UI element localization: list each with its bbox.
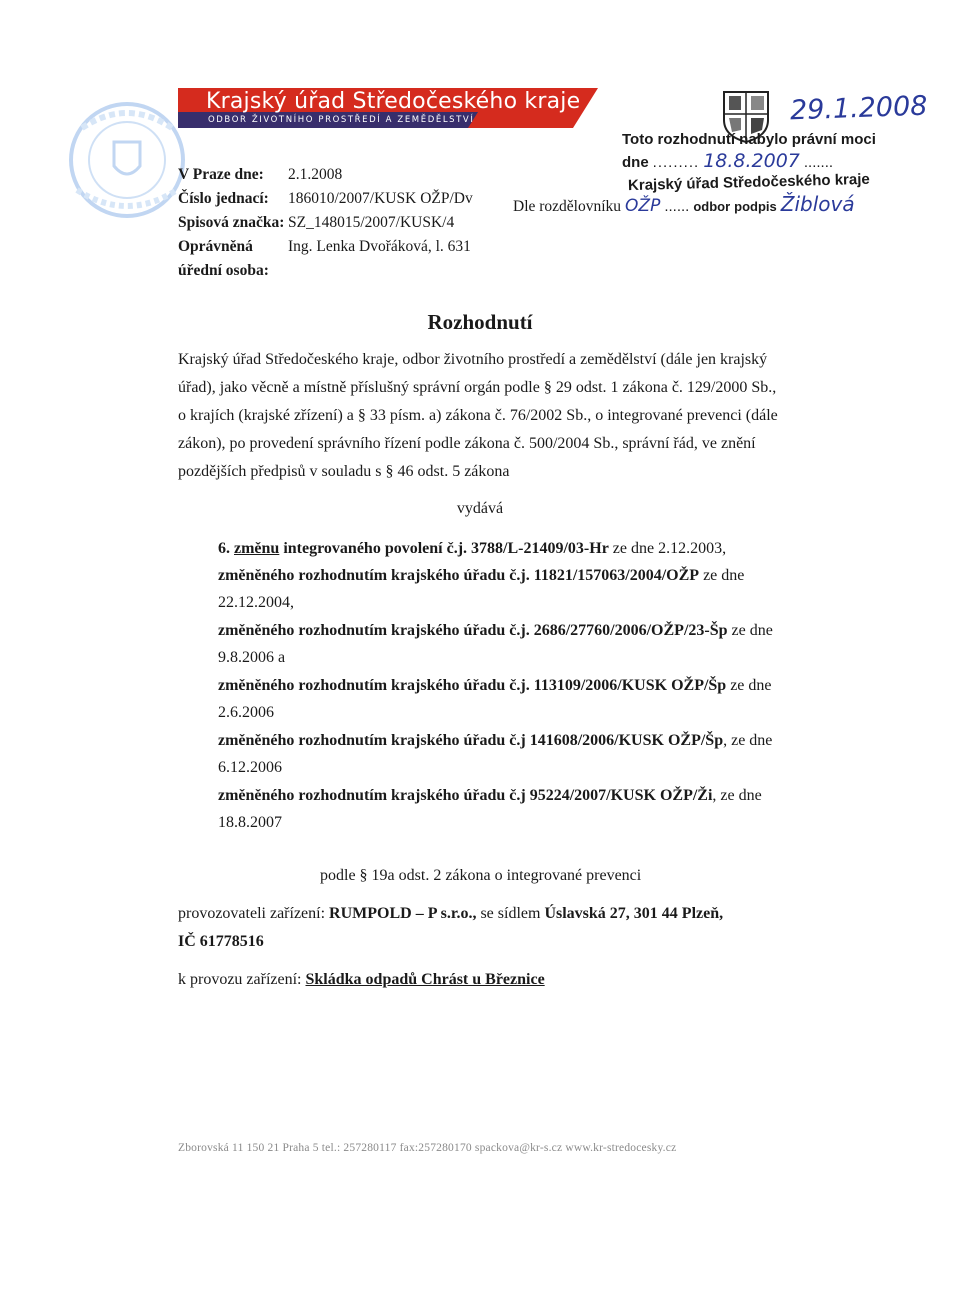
page-title: Rozhodnutí (427, 310, 533, 334)
change-date: 18.8.2007 (218, 814, 282, 831)
meta-value-date: 2.1.2008 (288, 166, 343, 183)
change-ze-dne: ze dne (727, 622, 773, 639)
change-ze-dne: ze dne (726, 677, 772, 694)
change-first-date: ze dne 2.12.2003, (608, 540, 727, 557)
legal-stamp-line2 (622, 150, 864, 172)
change-item (218, 622, 773, 640)
header-banner (178, 88, 598, 128)
dotted-leader: ...... (664, 198, 690, 215)
change-word: změnu (234, 540, 280, 557)
change-date: 22.12.2004, (218, 594, 294, 611)
change-first (218, 540, 726, 558)
dotted-leader: ......... (652, 154, 700, 171)
meta-label-cj: Číslo jednací: (178, 190, 269, 207)
legal-stamp-odbor-hand: OŽP (625, 196, 661, 216)
change-number: 6. (218, 540, 230, 557)
intro-line: pozdějších předpisů v souladu s § 46 odst. 5 zákona (178, 463, 510, 480)
operator-name: RUMPOLD – P s.r.o., (329, 905, 477, 922)
legal-stamp-line4 (513, 192, 855, 216)
meta-value-cj: 186010/2007/KUSK OŽP/Dv (288, 190, 473, 207)
change-ze-dne: , ze dne (712, 787, 762, 804)
legal-stamp-podpis: podpis (734, 199, 777, 214)
meta-value-official: Ing. Lenka Dvořáková, l. 631 (288, 238, 471, 255)
operator-prefix: provozovateli zařízení: (178, 905, 326, 922)
banner-subtitle: ODBOR ŽIVOTNÍHO PROSTŘEDÍ A ZEMĚDĚLSTVÍ (208, 115, 475, 125)
legal-stamp-line3: Krajský úřad Středočeského kraje (627, 170, 870, 195)
legal-stamp-odbor: odbor (693, 199, 731, 214)
meta-label-sz: Spisová značka: (178, 214, 285, 231)
change-item (218, 677, 772, 695)
change-ref: změněného rozhodnutím krajského úřadu č.j 95224/2007/KUSK OŽP/Ži (218, 787, 713, 804)
change-date: 2.6.2006 (218, 704, 274, 721)
intro-line: o krajích (krajské zřízení) a § 33 písm. a) zákona č. 76/2002 Sb., o integrované prevenci (dále (178, 407, 778, 424)
change-ref: změněného rozhodnutím krajského úřadu č.j 141608/2006/KUSK OŽP/Šp (218, 732, 724, 749)
change-date: 9.8.2006 a (218, 649, 286, 666)
dotted-leader: ....... (803, 154, 834, 171)
footer-contact: Zborovská 11 150 21 Praha 5 tel.: 257280117 fax:257280170 spackova@kr-s.cz www.kr-stredocesky.cz (178, 1142, 677, 1154)
change-ref: změněného rozhodnutím krajského úřadu č.j. 2686/27760/2006/OŽP/23-Šp (218, 622, 728, 639)
meta-label-official-2: úřední osoba: (178, 262, 269, 279)
change-ref: změněného rozhodnutím krajského úřadu č.j. 113109/2006/KUSK OŽP/Šp (218, 677, 727, 694)
intro-line: zákon), po provedení správního řízení podle zákona č. 500/2004 Sb., správní řád, ve znění (178, 435, 756, 452)
change-item (218, 567, 744, 585)
operator-ico: IČ 61778516 (178, 933, 264, 950)
facility-prefix: k provozu zařízení: (178, 971, 302, 988)
legal-stamp-dne: dne (622, 154, 649, 171)
operator-mid: se sídlem (476, 905, 545, 922)
issues-word: vydává (456, 500, 504, 517)
change-ref: změněného rozhodnutím krajského úřadu č.j. 11821/157063/2004/OŽP (218, 567, 700, 584)
meta-label-date: V Praze dne: (178, 166, 264, 183)
legal-basis: podle § 19a odst. 2 zákona o integrované prevenci (320, 867, 642, 884)
meta-value-sz: SZ_148015/2007/KUSK/4 (288, 214, 455, 231)
facility-name: Skládka odpadů Chrást u Březnice (305, 971, 545, 988)
intro-line: úřad), jako věcně a místně příslušný správní orgán podle § 29 odst. 1 zákona č. 129/2000 Sb., (178, 379, 777, 396)
intro-line: Krajský úřad Středočeského kraje, odbor životního prostředí a zemědělství (dále jen krajský (178, 351, 768, 368)
legal-stamp-date-hand: 18.8.2007 (703, 150, 800, 172)
dle-rozdelovniku: Dle rozdělovníku (513, 198, 622, 215)
legal-stamp-line1: Toto rozhodnutí nabylo právní moci (622, 131, 876, 148)
change-ze-dne: ze dne (699, 567, 745, 584)
change-item (218, 787, 762, 805)
banner-title: Krajský úřad Středočeského kraje (206, 89, 581, 114)
change-first-ref: integrovaného povolení č.j. 3788/L-21409/03-Hr (279, 540, 609, 557)
operator-line (178, 905, 723, 923)
change-item (218, 732, 772, 750)
meta-label-official: Oprávněná (178, 238, 253, 255)
handwritten-date: 29.1.2008 (789, 90, 928, 127)
facility-line (178, 971, 545, 989)
change-date: 6.12.2006 (218, 759, 282, 776)
legal-stamp-signature: Žiblová (780, 192, 855, 216)
operator-address: Úslavská 27, 301 44 Plzeň, (544, 905, 724, 922)
change-ze-dne: , ze dne (723, 732, 773, 749)
